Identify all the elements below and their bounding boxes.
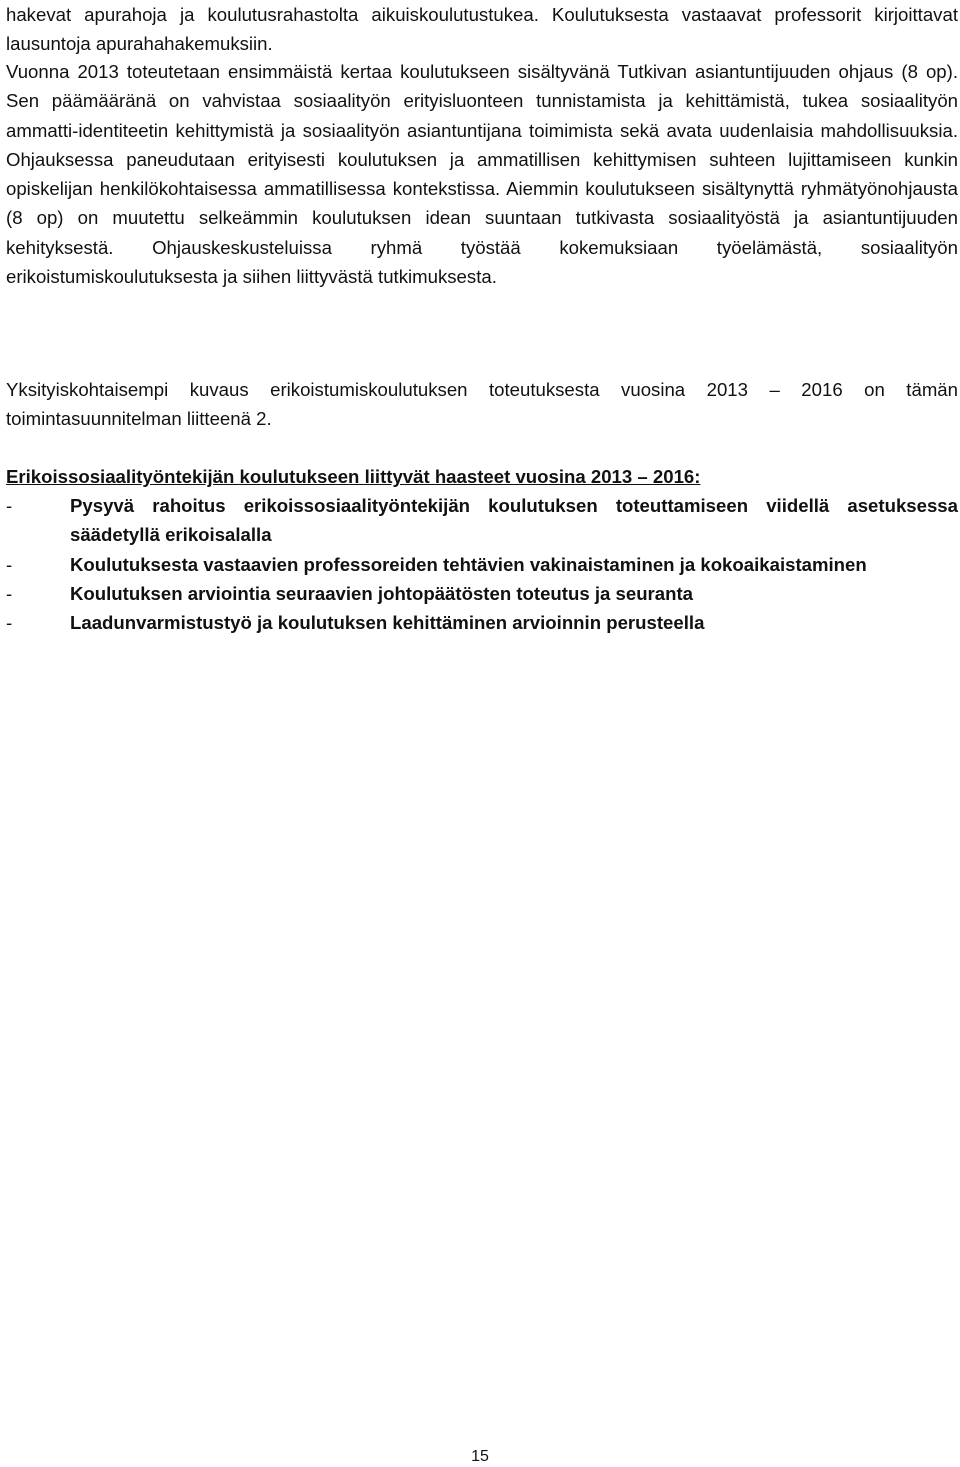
list-bullet: - (6, 553, 13, 575)
section-heading-challenges: Erikoissosiaalityöntekijän koulutukseen liittyvät haasteet vuosina 2013 – 2016: (6, 466, 701, 487)
page-number: 15 (471, 1448, 489, 1465)
list-item (6, 608, 958, 637)
challenges-list (6, 491, 958, 637)
list-item-text: Pysyvä rahoitus erikoissosiaalityöntekijän koulutuksen toteuttamiseen viidellä asetuksessa säädetyllä erikoisalalla (70, 495, 958, 546)
list-item (6, 491, 958, 550)
list-item-text: Laadunvarmistustyö ja koulutuksen kehittäminen arvioinnin perusteella (70, 612, 705, 634)
body-paragraph-guidance: Vuonna 2013 toteutetaan ensimmäistä kertaa koulutukseen sisältyvänä Tutkivan asiantuntijuuden ohjaus (8 op). Sen päämääränä on vahvistaa sosiaalityön erityisluonteen tunnistamista ja kehittämistä, tukea sosiaalityön ammatti-identiteetin kehittymistä ja sosiaalityön asiantuntijana toimimista sekä avata uudenlaisia mahdollisuuksia. Ohjauksessa paneudutaan erityisesti koulutuksen ja ammatillisen kehittymisen suhteen lujittamiseen kunkin opiskelijan henkilökohtaisessa ammatillisessa kontekstissa. Aiemmin koulutukseen sisältynyttä ryhmätyönohjausta (8 op) on muutettu selkeämmin koulutuksen idean suuntaan tutkivasta sosiaalityöstä ja asiantuntijuuden kehityksestä. Ohjauskeskusteluissa ryhmä työstää kokemuksiaan työelämästä, sosiaalityön erikoistumiskoulutuksesta ja siihen liittyvästä tutkimuksesta. (6, 61, 958, 288)
list-item (6, 550, 958, 579)
list-bullet: - (6, 582, 13, 604)
body-paragraph-continued: hakevat apurahoja ja koulutusrahastolta aikuiskoulutustukea. Koulutuksesta vastaavat professorit kirjoittavat lausuntoja apurahahakemuksiin. (6, 4, 958, 55)
list-item (6, 579, 958, 608)
list-item-text: Koulutuksen arviointia seuraavien johtopäätösten toteutus ja seuranta (70, 582, 694, 604)
list-bullet: - (6, 612, 13, 634)
list-item-text: Koulutuksesta vastaavien professoreiden tehtävien vakinaistaminen ja kokoaikaistaminen (70, 553, 867, 575)
list-bullet: - (6, 495, 13, 516)
body-paragraph-appendix-reference: Yksityiskohtaisempi kuvaus erikoistumiskoulutuksen toteutuksesta vuosina 2013 – 2016 on tämän toimintasuunnitelman liitteenä 2. (6, 379, 958, 430)
